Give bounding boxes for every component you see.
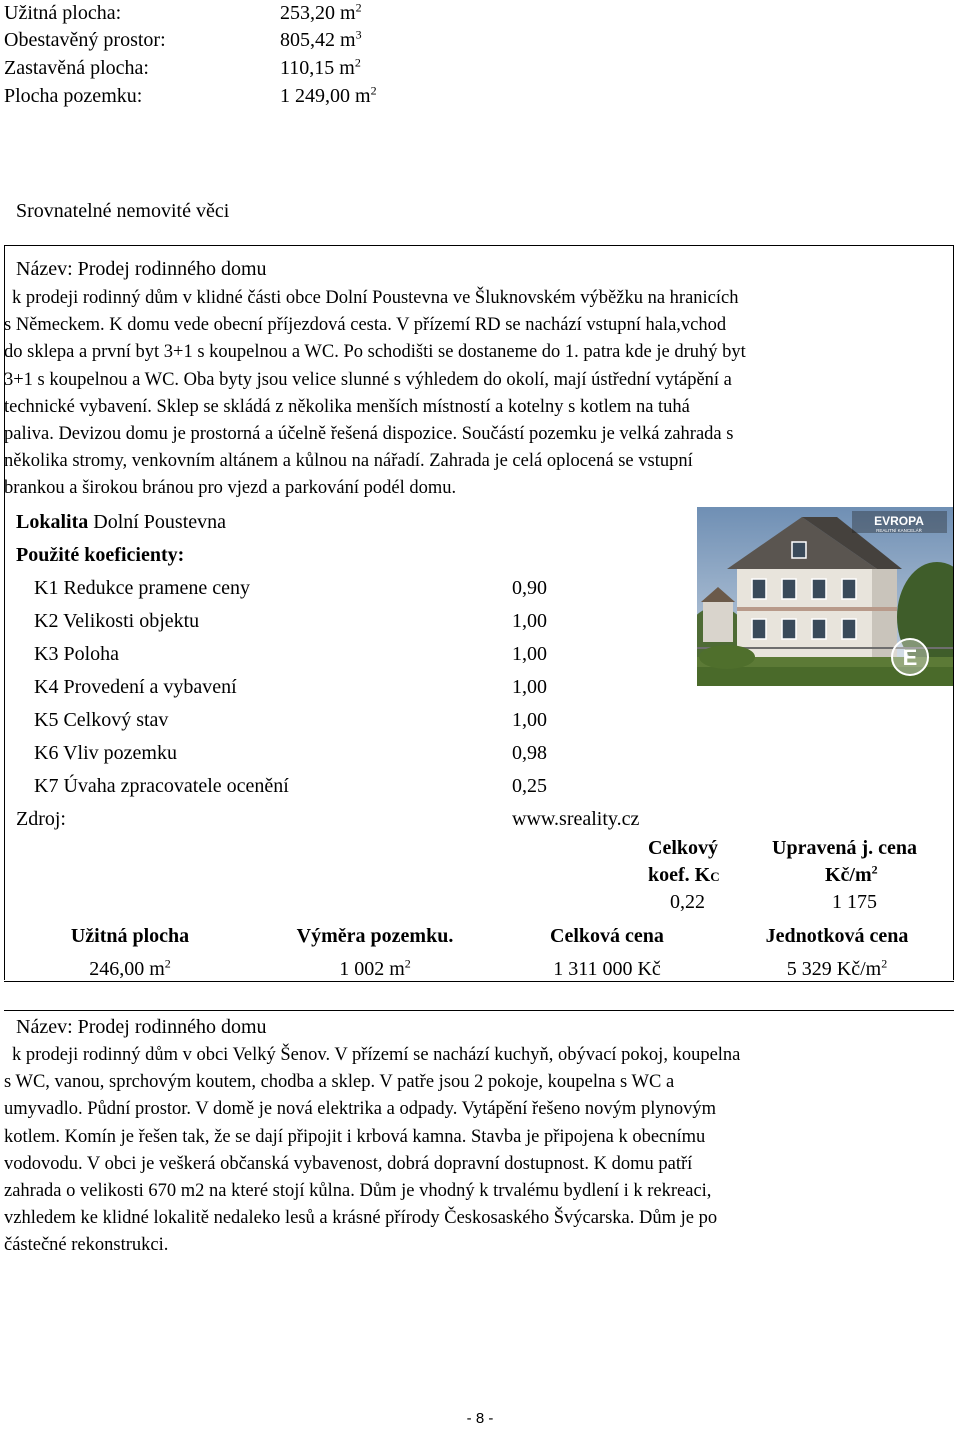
listing-divider bbox=[4, 245, 954, 246]
coefficient-row: K4 Provedení a vybavení 1,00 bbox=[34, 676, 547, 698]
table-cell-land: 1 002 $m^2$ bbox=[339, 956, 411, 980]
description-line: 3+1 s koupelnou a WC. Oba byty jsou velice slunné s výhledem do okolí, mají ústřední vytápění a bbox=[4, 369, 732, 390]
coefficient-row: K6 Vliv pozemku 0,98 bbox=[34, 742, 547, 764]
description-line: brankou a širokou bránou pro vjezd a parkování podél domu. bbox=[4, 478, 457, 499]
source-value: www.sreality.cz bbox=[512, 808, 640, 830]
adjusted-price-label: Upravená j. cena bbox=[772, 837, 917, 859]
house-illustration bbox=[697, 507, 953, 686]
section-title: Srovnatelné nemovité věci bbox=[16, 200, 230, 222]
table-header: Výměra pozemku. bbox=[296, 925, 454, 947]
summary-label: Užitná plocha: bbox=[4, 2, 122, 24]
table-bottom-border bbox=[4, 981, 954, 982]
total-coef-label: koef. KC bbox=[648, 864, 720, 886]
adjusted-price-unit: $Kč/m^2$ bbox=[825, 862, 878, 886]
table-cell-area: 246,00 $m^2$ bbox=[89, 956, 171, 980]
description-line: vzhledem ke klidné lokalitě nedaleko lesů a krásné přírody Českosaského Švýcarska. Dům je po bbox=[4, 1208, 718, 1229]
table-cell-unit-price: 5 329 $Kč/m^2$ bbox=[786, 956, 888, 980]
locality bbox=[16, 511, 226, 534]
summary-value: 253,20 $m^2$ bbox=[280, 0, 362, 24]
coefficients-title: Použité koeficienty: bbox=[16, 544, 185, 566]
summary-label: Zastavěná plocha: bbox=[4, 57, 149, 79]
listing-title: Název: Prodej rodinného domu bbox=[16, 1016, 267, 1038]
description-line: do sklepa a první byt 3+1 s koupelnou a WC. Po schodišti se dostaneme do 1. patra kde je druhý byt bbox=[4, 342, 746, 363]
table-header: Celková cena bbox=[550, 925, 664, 947]
description-line: s WC, vanou, sprchovým koutem, chodba a sklep. V patře jsou 2 pokoje, koupelna s WC a bbox=[4, 1072, 675, 1093]
property-photo bbox=[697, 507, 953, 686]
adjusted-price-value: 1 175 bbox=[832, 891, 877, 913]
description-line: zahrada o velikosti 670 m2 na které stojí kůlna. Dům je vhodný k trvalému bydlení i k rekreaci, bbox=[4, 1181, 712, 1202]
coefficient-row: K7 Úvaha zpracovatele ocenění 0,25 bbox=[34, 775, 547, 797]
source-label: Zdroj: bbox=[16, 808, 66, 830]
coefficient-row: K5 Celkový stav 1,00 bbox=[34, 709, 547, 731]
description-line: kotlem. Komín je řešen tak, že se dají připojit i krbová kamna. Stavba je připojena k obecnímu bbox=[4, 1126, 706, 1147]
description-line: paliva. Devizou domu je prostorná a účelně řešená dispozice. Součástí pozemku je velká zahrada s bbox=[4, 424, 734, 445]
locality-label: Lokalita bbox=[16, 511, 89, 533]
total-coef-label: Celkový bbox=[648, 837, 718, 859]
total-coef-value: 0,22 bbox=[670, 891, 705, 913]
badge-letter: E bbox=[902, 645, 918, 670]
summary-label: Plocha pozemku: bbox=[4, 85, 143, 107]
table-header: Užitná plocha bbox=[70, 925, 190, 947]
logo-text: EVROPA bbox=[874, 514, 924, 528]
description-line: k prodeji rodinný dům v klidné části obce Dolní Poustevna ve Šluknovském výběžku na hranicích bbox=[12, 288, 739, 308]
coefficient-row: K1 Redukce pramene ceny 0,90 bbox=[34, 577, 547, 599]
summary-value: 110,15 $m^2$ bbox=[280, 55, 361, 79]
description-line: technické vybavení. Sklep se skládá z několika menších místností a kotelny s kotlem na tuhá bbox=[4, 396, 690, 417]
description-line: k prodeji rodinný dům v obci Velký Šenov. V přízemí se nachází kuchyň, obývací pokoj, koupelna bbox=[12, 1045, 741, 1065]
description-line: s Německem. K domu vede obecní příjezdová cesta. V přízemí RD se nachází vstupní hala,vchod bbox=[4, 315, 727, 336]
coefficient-row: K3 Poloha 1,00 bbox=[34, 643, 547, 665]
description-line: vodovodu. V obci je veškerá občanská vybavenost, dobrá dopravní dostupnost. K domu patří bbox=[4, 1153, 693, 1174]
listing-description bbox=[4, 285, 956, 503]
page-number: - 8 - bbox=[466, 1410, 494, 1427]
summary-value: 1 249,00 $m^2$ bbox=[280, 83, 377, 107]
listing-divider bbox=[4, 1010, 954, 1011]
summary-value: 805,42 $m^3$ bbox=[280, 27, 362, 51]
description-line: částečné rekonstrukci. bbox=[4, 1235, 169, 1256]
coefficient-row: K2 Velikosti objektu 1,00 bbox=[34, 610, 547, 632]
locality-value: Dolní Poustevna bbox=[93, 511, 227, 533]
description-line: několika stromy, venkovním altánem a kůlnou na nářadí. Zahrada je celá oplocená se vstupní bbox=[4, 451, 693, 472]
listing-description bbox=[4, 1042, 956, 1260]
logo-subtext: REALITNÍ KANCELÁŘ bbox=[876, 528, 922, 533]
table-cell-price: 1 311 000 Kč bbox=[553, 958, 661, 980]
listing-title: Název: Prodej rodinného domu bbox=[16, 258, 267, 280]
table-header: Jednotková cena bbox=[765, 925, 909, 947]
summary-label: Obestavěný prostor: bbox=[4, 29, 166, 51]
description-line: umyvadlo. Půdní prostor. V domě je nová elektrika a odpady. Vytápění řešeno novým plynovým bbox=[4, 1099, 716, 1120]
